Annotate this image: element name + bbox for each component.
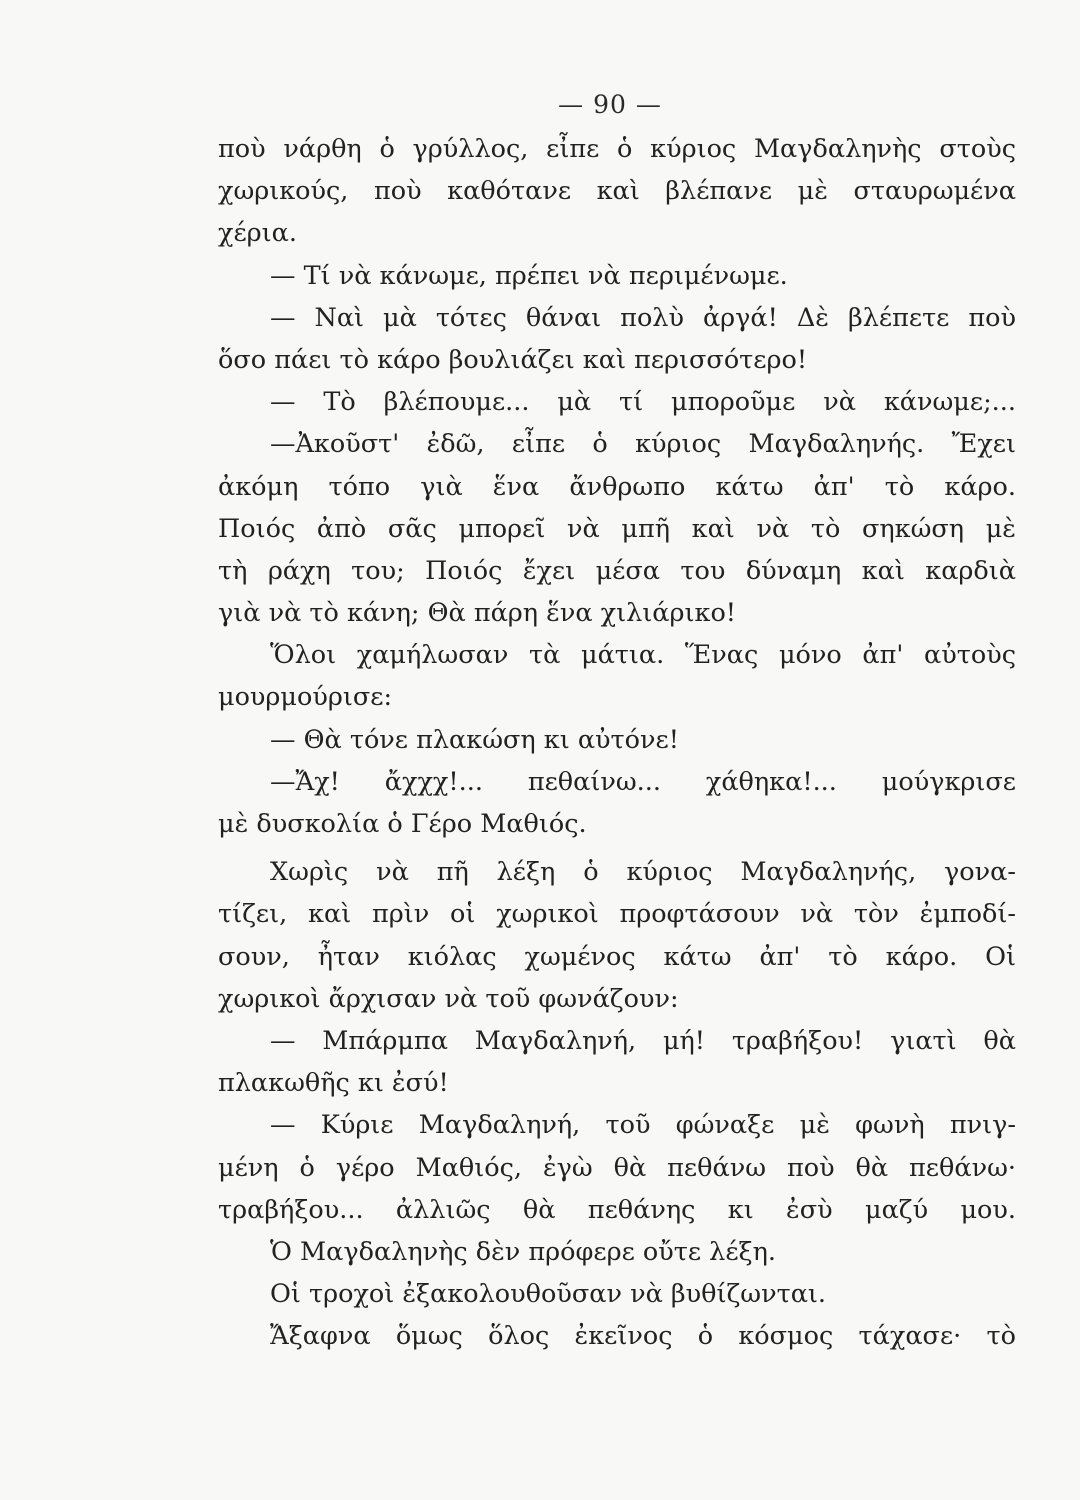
text-line: γιὰ νὰ τὸ κάνη; Θὰ πάρη ἕνα χιλιάρικο! <box>218 598 737 629</box>
text-line: τραβήξου... ἀλλιῶς θὰ πεθάνης κι ἐσὺ μαζύ μου. <box>218 1194 1016 1225</box>
text-line: —Ἀκοῦστ' ἐδῶ, εἶπε ὁ κύριος Μαγδαληνής. Ἔχει <box>270 429 1016 460</box>
text-line: μουρμούρισε: <box>218 682 393 713</box>
text-line: — Θὰ τόνε πλακώση κι αὐτόνε! <box>270 724 679 755</box>
text-line: Οἱ τροχοὶ ἐξακολουθοῦσαν νὰ βυθίζωνται. <box>270 1279 827 1310</box>
text-line: Ποιός ἀπὸ σᾶς μπορεῖ νὰ μπῆ καὶ νὰ τὸ σηκώση μὲ <box>218 513 1016 544</box>
text-line: πλακωθῆς κι ἐσύ! <box>218 1068 449 1099</box>
text-line: Ὅλοι χαμήλωσαν τὰ μάτια. Ἕνας μόνο ἀπ' αὐτοὺς <box>270 640 1016 671</box>
text-line: — Τὸ βλέπουμε... μὰ τί μποροῦμε νὰ κάνωμε;... <box>270 387 1016 418</box>
text-line: σουν, ἦταν κιόλας χωμένος κάτω ἀπ' τὸ κάρο. Οἱ <box>218 941 1016 972</box>
text-line: χωρικοὶ ἄρχισαν νὰ τοῦ φωνάζουν: <box>218 983 679 1014</box>
text-line: τὴ ράχη του; Ποιός ἔχει μέσα του δύναμη καὶ καρδιὰ <box>218 555 1016 586</box>
text-line: — Μπάρμπα Μαγδαληνή, μή! τραβήξου! γιατὶ θὰ <box>270 1025 1016 1056</box>
text-line: — Κύριε Μαγδαληνή, τοῦ φώναξε μὲ φωνὴ πνιγ- <box>270 1110 1016 1141</box>
text-line: ποὺ νάρθη ὁ γρύλλος, εἶπε ὁ κύριος Μαγδαληνὴς στοὺς <box>218 134 1016 164</box>
text-line: Ἄξαφνα ὅμως ὅλος ἐκεῖνος ὁ κόσμος τάχασε· τὸ <box>270 1321 1016 1352</box>
body-text <box>218 128 1016 1357</box>
text-line: μένη ὁ γέρο Μαθιός, ἐγὼ θὰ πεθάνω ποὺ θὰ πεθάνω· <box>218 1152 1016 1183</box>
text-line: — Τί νὰ κάνωμε, πρέπει νὰ περιμένωμε. <box>270 260 788 291</box>
text-line: Ὁ Μαγδαληνὴς δὲν πρόφερε οὔτε λέξη. <box>270 1236 776 1267</box>
text-line: ἀκόμη τόπο γιὰ ἕνα ἄνθρωπο κάτω ἀπ' τὸ κάρο. <box>218 471 1016 502</box>
text-line: μὲ δυσκολία ὁ Γέρο Μαθιός. <box>218 809 587 839</box>
text-line: τίζει, καὶ πρὶν οἱ χωρικοὶ προφτάσουν νὰ τὸν ἐμποδί- <box>218 899 1016 930</box>
text-line: χέρια. <box>218 218 297 249</box>
text-line: — Ναὶ μὰ τότες θάναι πολὺ ἀργά! Δὲ βλέπετε ποὺ <box>270 302 1016 333</box>
text-line: Χωρὶς νὰ πῆ λέξη ὁ κύριος Μαγδαληνής, γονα- <box>270 857 1016 888</box>
text-line: χωρικούς, ποὺ καθότανε καὶ βλέπανε μὲ σταυρωμένα <box>218 176 1016 207</box>
text-line: ὅσο πάει τὸ κάρο βουλιάζει καὶ περισσότερο! <box>218 344 808 375</box>
text-line: —Ἄχ! ἄχχχ!... πεθαίνω... χάθηκα!... μούγκρισε <box>270 766 1016 797</box>
page-number: — 90 — <box>558 90 662 119</box>
